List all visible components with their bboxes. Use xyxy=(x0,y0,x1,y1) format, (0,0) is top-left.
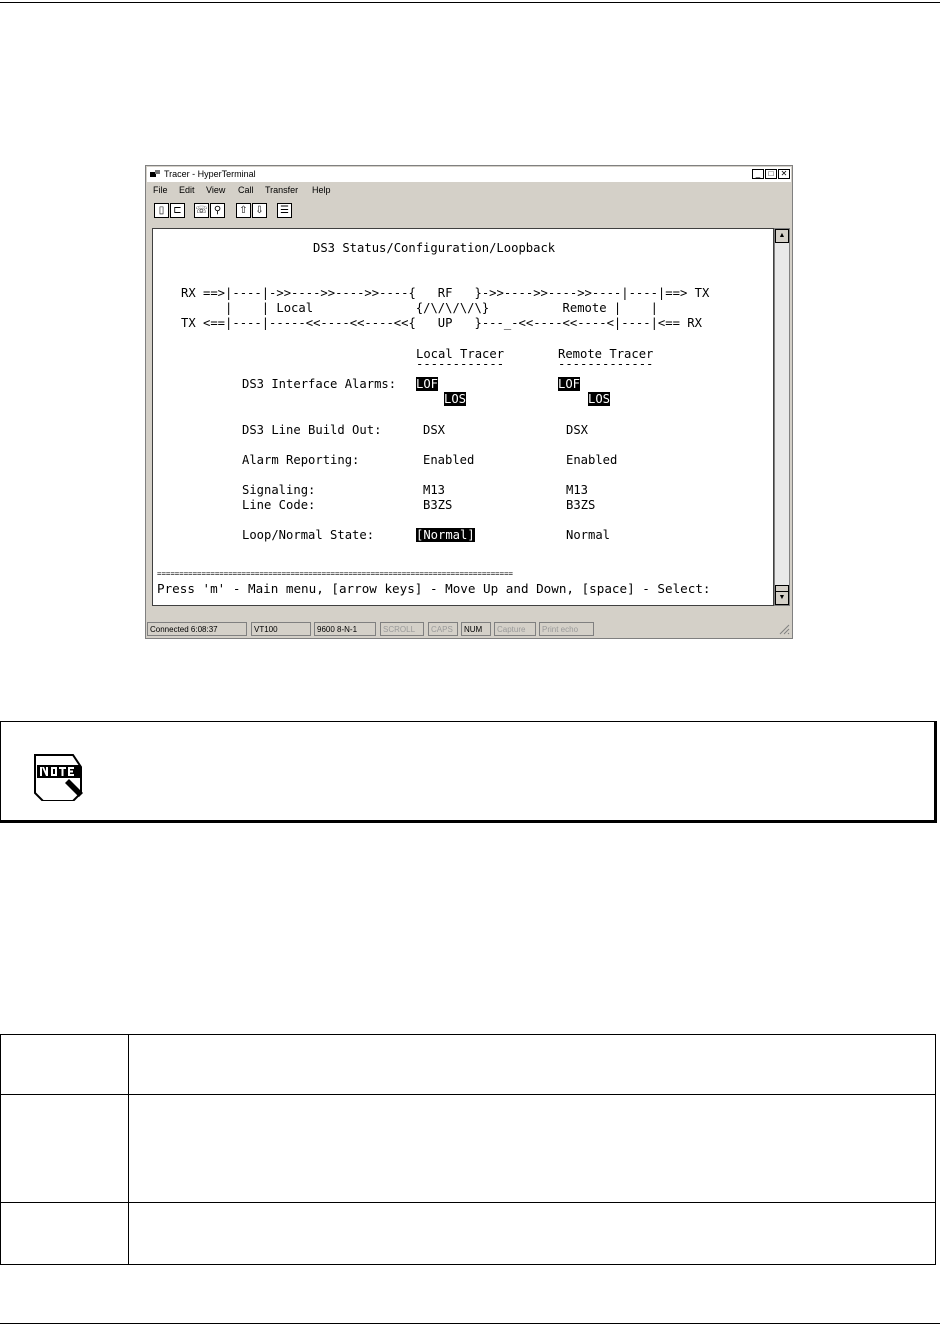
scroll-up-icon[interactable]: ▲ xyxy=(775,229,789,243)
signaling-label: Signaling: xyxy=(242,483,316,497)
receive-icon[interactable]: ⇩ xyxy=(252,203,267,218)
status-capture: Capture xyxy=(494,622,536,636)
table-row-divider xyxy=(1,1202,935,1203)
hyperterminal-app-icon xyxy=(150,170,160,179)
col-header-remote: Remote Tracer xyxy=(558,347,654,361)
status-caps: CAPS xyxy=(428,622,458,636)
diagram-line-1: RX ==>|----|->>---->>---->>----{ RF }->>---->>---->>----|----|==> TX xyxy=(181,286,710,300)
parameter-table xyxy=(0,1034,936,1265)
alarm-local-los: LOS xyxy=(444,392,467,406)
col-underline-remote: ------------- xyxy=(558,357,654,371)
menu-bar xyxy=(147,183,791,197)
linecode-remote: B3ZS xyxy=(566,498,596,512)
loop-state-local[interactable]: [Normal] xyxy=(416,528,475,542)
table-row-divider xyxy=(1,1094,935,1095)
window-title: Tracer - HyperTerminal xyxy=(164,169,256,179)
page-bottom-rule xyxy=(0,1323,940,1324)
send-icon[interactable]: ⇧ xyxy=(236,203,251,218)
diagram-line-3: TX <==|----|-----<<----<<----<<{ UP }---_-<<----<<----<|----|<== RX xyxy=(181,316,702,330)
lbo-label: DS3 Line Build Out: xyxy=(242,423,382,437)
status-num: NUM xyxy=(461,622,491,636)
reporting-local[interactable]: Enabled xyxy=(423,453,475,467)
status-settings: 9600 8-N-1 xyxy=(314,622,376,636)
menu-edit[interactable]: Edit xyxy=(179,185,195,195)
screen-title: DS3 Status/Configuration/Loopback xyxy=(313,241,556,255)
table-column-divider xyxy=(128,1035,129,1264)
maximize-button[interactable]: □ xyxy=(765,169,777,179)
loop-label: Loop/Normal State: xyxy=(242,528,375,542)
diagram-line-2: | | Local {/\/\/\/\} Remote | | xyxy=(181,301,658,315)
status-emulation: VT100 xyxy=(251,622,311,636)
close-button[interactable]: ✕ xyxy=(778,169,790,179)
lbo-remote: DSX xyxy=(566,423,589,437)
open-icon[interactable]: ⊏ xyxy=(170,203,185,218)
alarm-remote-los: LOS xyxy=(588,392,611,406)
vertical-scrollbar[interactable] xyxy=(774,228,790,606)
new-icon[interactable]: ▯ xyxy=(154,203,169,218)
linecode-label: Line Code: xyxy=(242,498,316,512)
menu-help[interactable]: Help xyxy=(312,185,331,195)
separator-line: ================================================================================ xyxy=(157,569,513,578)
properties-icon[interactable]: ☰ xyxy=(277,203,292,218)
status-connected: Connected 6:08:37 xyxy=(147,622,247,636)
col-underline-local: ------------ xyxy=(416,357,505,371)
resize-grip-icon[interactable] xyxy=(778,623,790,635)
loop-state-remote: Normal xyxy=(566,528,611,542)
alarm-local-lof: LOF xyxy=(416,377,439,391)
phone-icon[interactable]: ☏ xyxy=(195,205,208,216)
page-top-rule xyxy=(0,2,940,3)
status-bar xyxy=(147,621,791,637)
reporting-remote: Enabled xyxy=(566,453,618,467)
alarm-remote-lof: LOF xyxy=(558,377,581,391)
reporting-label: Alarm Reporting: xyxy=(242,453,360,467)
note-box xyxy=(0,721,937,823)
title-bar[interactable] xyxy=(147,167,791,182)
col-header-local: Local Tracer xyxy=(416,347,505,361)
minimize-button[interactable]: _ xyxy=(752,169,764,179)
menu-transfer[interactable]: Transfer xyxy=(265,185,299,195)
command-prompt: Press 'm' - Main menu, [arrow keys] - Move Up and Down, [space] - Select: xyxy=(157,581,711,596)
status-print-echo: Print echo xyxy=(539,622,594,636)
menu-file[interactable]: File xyxy=(153,185,168,195)
hyperterminal-window xyxy=(145,165,793,639)
signaling-remote: M13 xyxy=(566,483,589,497)
status-scroll: SCROLL xyxy=(380,622,424,636)
menu-call[interactable]: Call xyxy=(238,185,254,195)
toolbar xyxy=(147,199,791,223)
menu-view[interactable]: View xyxy=(206,185,226,195)
signaling-local[interactable]: M13 xyxy=(423,483,446,497)
note-icon xyxy=(33,753,87,801)
scroll-down-icon[interactable]: ▼ xyxy=(775,591,789,605)
terminal-screen[interactable] xyxy=(152,228,774,606)
hangup-icon[interactable]: ⚲ xyxy=(210,203,225,218)
linecode-local[interactable]: B3ZS xyxy=(423,498,453,512)
alarms-label: DS3 Interface Alarms: xyxy=(242,377,397,391)
lbo-local[interactable]: DSX xyxy=(423,423,446,437)
